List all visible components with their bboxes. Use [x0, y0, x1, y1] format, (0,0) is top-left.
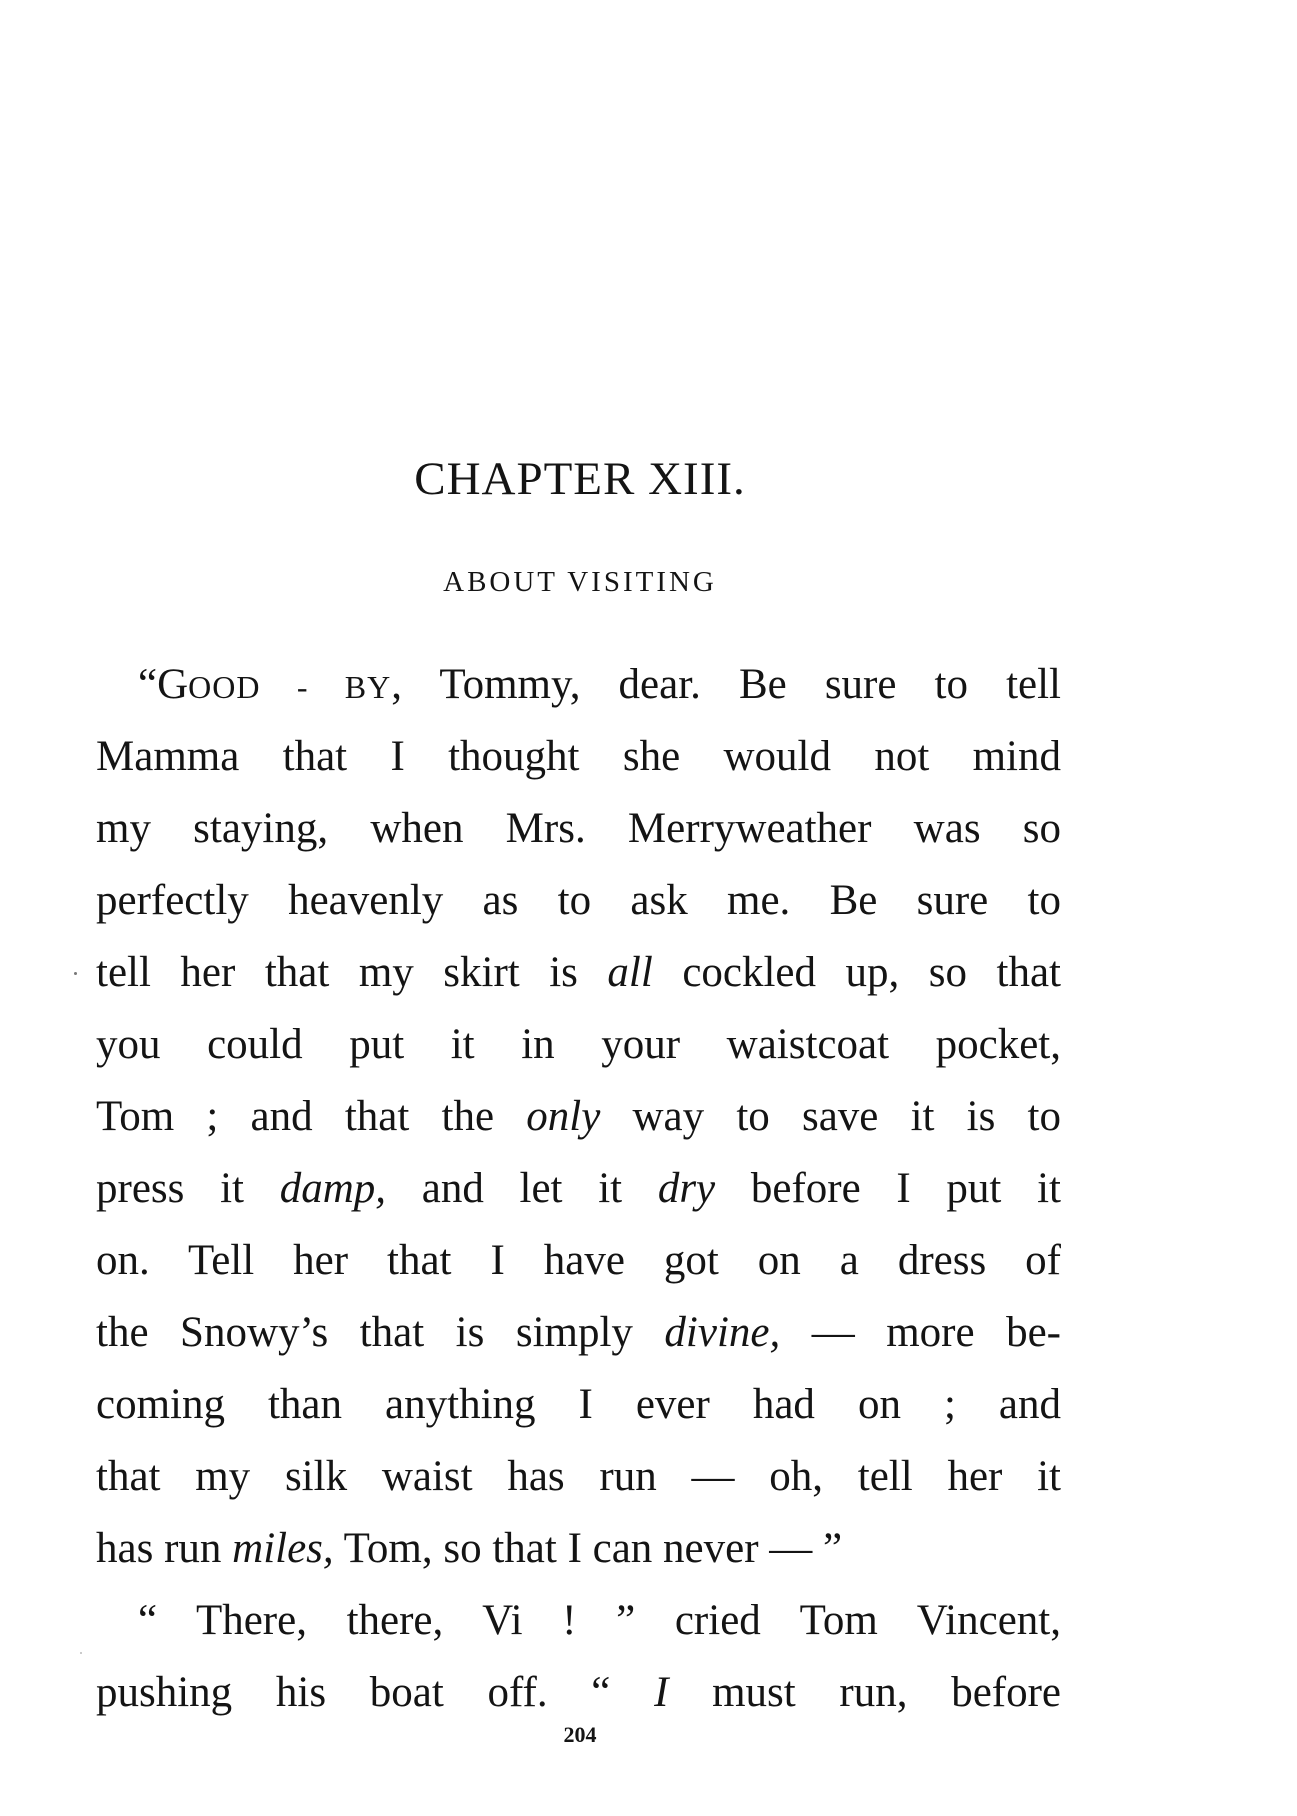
text-line: Mamma that I thought she would not mind — [96, 733, 1061, 780]
text-line: coming than anything I ever had on ; and — [96, 1381, 1061, 1428]
chapter-subtitle: ABOUT VISITING — [443, 566, 717, 598]
ink-speck — [80, 1652, 82, 1654]
text-line: the Snowy’s that is simply divine, — more be- — [96, 1309, 1061, 1356]
text-line: has run miles, Tom, so that I can never — ” — [96, 1525, 843, 1572]
text-line: “GOOD - BY, Tommy, dear. Be sure to tell — [138, 661, 1062, 708]
page-number: 204 — [563, 1722, 597, 1747]
chapter-title: CHAPTER XIII. — [414, 453, 746, 505]
text-line: on. Tell her that I have got on a dress of — [96, 1237, 1061, 1284]
text-line: tell her that my skirt is all cockled up, so that — [96, 949, 1061, 996]
text-line: Tom ; and that the only way to save it is to — [96, 1093, 1061, 1140]
text-line: my staying, when Mrs. Merryweather was so — [96, 805, 1061, 852]
text-line: that my silk waist has run — oh, tell her it — [96, 1453, 1061, 1500]
text-line: pushing his boat off. “ I must run, before — [96, 1669, 1061, 1716]
text-line: you could put it in your waistcoat pocket, — [96, 1021, 1061, 1068]
text-line: “ There, there, Vi ! ” cried Tom Vincent, — [138, 1597, 1061, 1644]
text-line: perfectly heavenly as to ask me. Be sure to — [96, 877, 1061, 924]
text-line: press it damp, and let it dry before I put it — [96, 1165, 1061, 1212]
ink-speck — [74, 972, 77, 975]
